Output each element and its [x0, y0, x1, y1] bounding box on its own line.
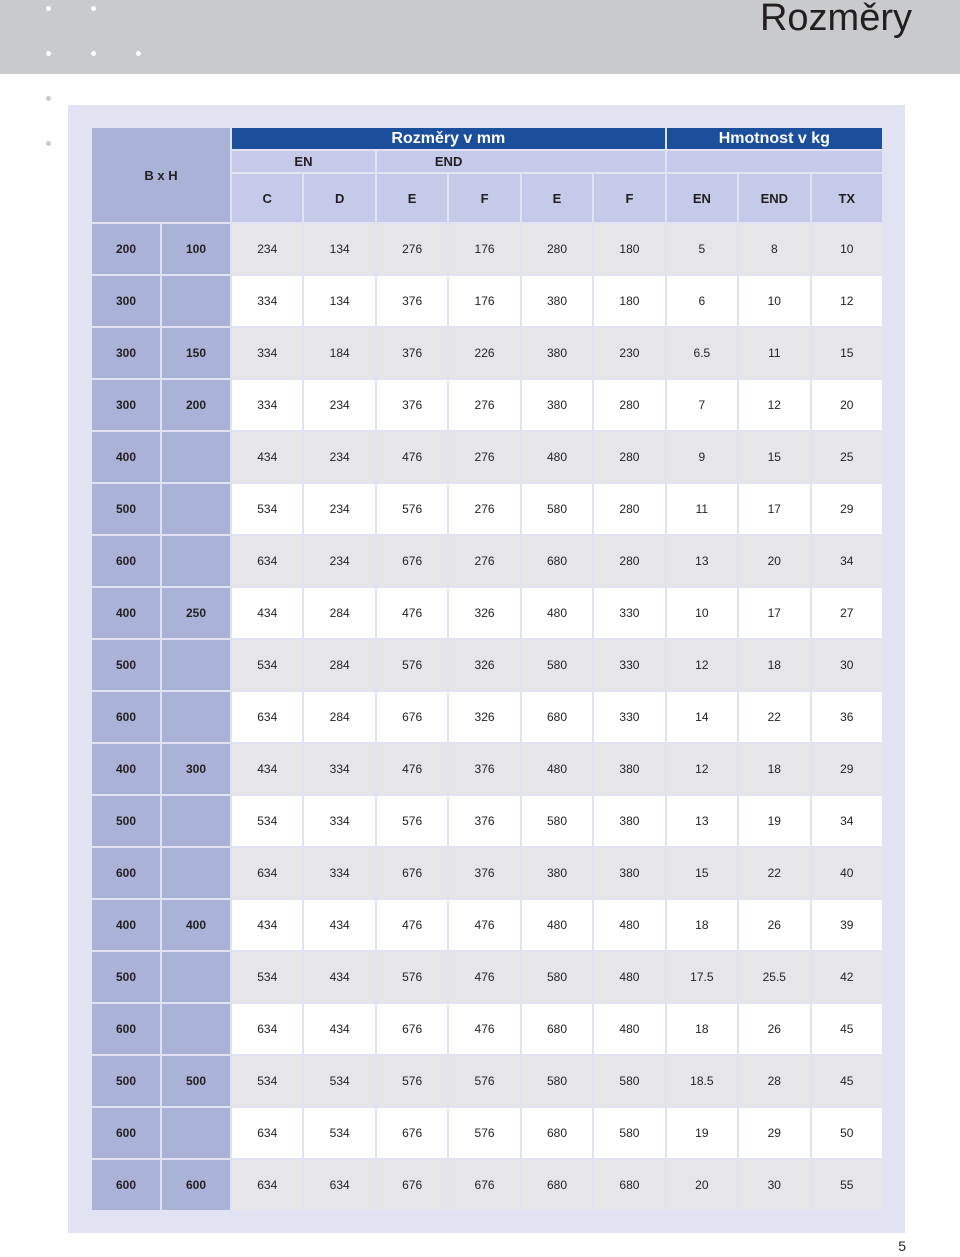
table-row	[92, 952, 882, 1002]
value-cell: 576	[377, 796, 447, 846]
value-cell: 334	[304, 744, 374, 794]
value-cell: 11	[739, 328, 809, 378]
value-cell: 534	[232, 484, 302, 534]
value-cell: 376	[377, 380, 447, 430]
width-b-cell: 600	[92, 692, 160, 742]
value-cell: 634	[232, 692, 302, 742]
value-cell: 576	[377, 640, 447, 690]
value-cell: 280	[522, 224, 592, 274]
value-cell: 480	[522, 432, 592, 482]
value-cell: 580	[522, 484, 592, 534]
table-row	[92, 640, 882, 690]
value-cell: 534	[304, 1108, 374, 1158]
height-h-cell	[162, 1004, 230, 1054]
height-h-cell	[162, 640, 230, 690]
table-row	[92, 796, 882, 846]
value-cell: 376	[449, 796, 519, 846]
value-cell: 580	[522, 640, 592, 690]
value-cell: 13	[667, 536, 737, 586]
value-cell: 580	[522, 1056, 592, 1106]
table-row	[92, 276, 882, 326]
height-h-cell	[162, 276, 230, 326]
value-cell: 434	[232, 744, 302, 794]
value-cell: 12	[739, 380, 809, 430]
value-cell: 376	[449, 848, 519, 898]
value-cell: 434	[304, 900, 374, 950]
value-cell: 7	[667, 380, 737, 430]
value-cell: 10	[812, 224, 882, 274]
value-cell: 634	[232, 1108, 302, 1158]
value-cell: 50	[812, 1108, 882, 1158]
height-h-cell	[162, 952, 230, 1002]
value-cell: 30	[812, 640, 882, 690]
width-b-cell: 300	[92, 380, 160, 430]
value-cell: 434	[232, 432, 302, 482]
value-cell: 576	[377, 1056, 447, 1106]
value-cell: 676	[377, 536, 447, 586]
value-cell: 380	[594, 796, 664, 846]
value-cell: 680	[522, 1108, 592, 1158]
column-header: TX	[812, 174, 882, 222]
value-cell: 580	[522, 796, 592, 846]
column-header: E	[377, 174, 447, 222]
value-cell: 476	[449, 900, 519, 950]
value-cell: 634	[232, 1004, 302, 1054]
value-cell: 45	[812, 1056, 882, 1106]
value-cell: 576	[449, 1108, 519, 1158]
table-row	[92, 432, 882, 482]
value-cell: 29	[812, 484, 882, 534]
value-cell: 434	[232, 900, 302, 950]
value-cell: 17.5	[667, 952, 737, 1002]
value-cell: 534	[232, 952, 302, 1002]
width-b-cell: 400	[92, 432, 160, 482]
height-h-cell: 600	[162, 1160, 230, 1210]
width-b-cell: 500	[92, 952, 160, 1002]
value-cell: 376	[377, 276, 447, 326]
value-cell: 22	[739, 692, 809, 742]
dimensions-table-wrapper	[92, 128, 882, 1212]
width-b-cell: 400	[92, 588, 160, 638]
value-cell: 42	[812, 952, 882, 1002]
value-cell: 20	[812, 380, 882, 430]
value-cell: 676	[377, 692, 447, 742]
value-cell: 184	[304, 328, 374, 378]
value-cell: 28	[739, 1056, 809, 1106]
value-cell: 30	[739, 1160, 809, 1210]
height-h-cell: 250	[162, 588, 230, 638]
value-cell: 576	[449, 1056, 519, 1106]
value-cell: 326	[449, 588, 519, 638]
value-cell: 476	[449, 1004, 519, 1054]
value-cell: 480	[522, 900, 592, 950]
value-cell: 25	[812, 432, 882, 482]
value-cell: 280	[594, 380, 664, 430]
value-cell: 29	[812, 744, 882, 794]
value-cell: 12	[667, 744, 737, 794]
value-cell: 276	[377, 224, 447, 274]
value-cell: 476	[449, 952, 519, 1002]
value-cell: 334	[232, 380, 302, 430]
width-b-cell: 600	[92, 848, 160, 898]
value-cell: 234	[304, 536, 374, 586]
value-cell: 676	[377, 1160, 447, 1210]
table-row	[92, 588, 882, 638]
value-cell: 634	[304, 1160, 374, 1210]
width-b-cell: 300	[92, 328, 160, 378]
value-cell: 6	[667, 276, 737, 326]
value-cell: 34	[812, 536, 882, 586]
value-cell: 280	[594, 432, 664, 482]
height-h-cell	[162, 848, 230, 898]
decor-dot	[91, 51, 96, 56]
height-h-cell: 150	[162, 328, 230, 378]
table-row	[92, 484, 882, 534]
value-cell: 480	[522, 744, 592, 794]
value-cell: 284	[304, 692, 374, 742]
value-cell: 334	[304, 848, 374, 898]
value-cell: 5	[667, 224, 737, 274]
value-cell: 15	[667, 848, 737, 898]
value-cell: 19	[739, 796, 809, 846]
table-row	[92, 1004, 882, 1054]
value-cell: 330	[594, 692, 664, 742]
value-cell: 14	[667, 692, 737, 742]
value-cell: 176	[449, 276, 519, 326]
value-cell: 29	[739, 1108, 809, 1158]
value-cell: 676	[449, 1160, 519, 1210]
value-cell: 134	[304, 224, 374, 274]
value-cell: 25.5	[739, 952, 809, 1002]
value-cell: 676	[377, 1108, 447, 1158]
value-cell: 280	[594, 536, 664, 586]
value-cell: 634	[232, 848, 302, 898]
value-cell: 380	[594, 744, 664, 794]
value-cell: 13	[667, 796, 737, 846]
table-row	[92, 224, 882, 274]
value-cell: 134	[304, 276, 374, 326]
value-cell: 17	[739, 588, 809, 638]
value-cell: 534	[304, 1056, 374, 1106]
width-b-cell: 400	[92, 900, 160, 950]
decor-dot	[136, 51, 141, 56]
value-cell: 22	[739, 848, 809, 898]
column-header: E	[522, 174, 592, 222]
value-cell: 234	[304, 484, 374, 534]
value-cell: 434	[304, 952, 374, 1002]
value-cell: 676	[377, 1004, 447, 1054]
value-cell: 18.5	[667, 1056, 737, 1106]
value-cell: 334	[232, 328, 302, 378]
value-cell: 326	[449, 692, 519, 742]
column-header: F	[449, 174, 519, 222]
value-cell: 10	[739, 276, 809, 326]
value-cell: 15	[812, 328, 882, 378]
value-cell: 40	[812, 848, 882, 898]
value-cell: 17	[739, 484, 809, 534]
value-cell: 434	[304, 1004, 374, 1054]
header-en: EN	[232, 151, 375, 172]
table-row	[92, 692, 882, 742]
width-b-cell: 600	[92, 1108, 160, 1158]
height-h-cell: 100	[162, 224, 230, 274]
value-cell: 180	[594, 224, 664, 274]
width-b-cell: 500	[92, 640, 160, 690]
column-header: F	[594, 174, 664, 222]
value-cell: 634	[232, 536, 302, 586]
value-cell: 176	[449, 224, 519, 274]
value-cell: 27	[812, 588, 882, 638]
value-cell: 55	[812, 1160, 882, 1210]
decor-dot	[46, 6, 51, 11]
column-header: EN	[667, 174, 737, 222]
width-b-cell: 400	[92, 744, 160, 794]
value-cell: 284	[304, 588, 374, 638]
width-b-cell: 200	[92, 224, 160, 274]
header-dimensions-mm: Rozměry v mm	[232, 128, 665, 149]
value-cell: 8	[739, 224, 809, 274]
value-cell: 480	[522, 588, 592, 638]
value-cell: 18	[667, 900, 737, 950]
value-cell: 476	[377, 900, 447, 950]
column-header: C	[232, 174, 302, 222]
header-end: END	[377, 151, 665, 172]
value-cell: 480	[594, 952, 664, 1002]
width-b-cell: 500	[92, 484, 160, 534]
value-cell: 180	[594, 276, 664, 326]
height-h-cell: 300	[162, 744, 230, 794]
value-cell: 276	[449, 484, 519, 534]
value-cell: 39	[812, 900, 882, 950]
table-row	[92, 848, 882, 898]
value-cell: 326	[449, 640, 519, 690]
value-cell: 480	[594, 900, 664, 950]
value-cell: 476	[377, 744, 447, 794]
value-cell: 234	[232, 224, 302, 274]
table-row	[92, 744, 882, 794]
column-header: END	[739, 174, 809, 222]
value-cell: 476	[377, 588, 447, 638]
column-header: D	[304, 174, 374, 222]
value-cell: 380	[522, 276, 592, 326]
value-cell: 330	[594, 640, 664, 690]
value-cell: 680	[522, 1160, 592, 1210]
value-cell: 376	[449, 744, 519, 794]
value-cell: 276	[449, 536, 519, 586]
height-h-cell: 200	[162, 380, 230, 430]
width-b-cell: 500	[92, 796, 160, 846]
value-cell: 580	[594, 1108, 664, 1158]
height-h-cell: 500	[162, 1056, 230, 1106]
value-cell: 480	[594, 1004, 664, 1054]
value-cell: 534	[232, 640, 302, 690]
value-cell: 36	[812, 692, 882, 742]
value-cell: 26	[739, 900, 809, 950]
value-cell: 376	[377, 328, 447, 378]
width-b-cell: 600	[92, 1160, 160, 1210]
table-row	[92, 900, 882, 950]
height-h-cell	[162, 796, 230, 846]
value-cell: 334	[232, 276, 302, 326]
value-cell: 45	[812, 1004, 882, 1054]
value-cell: 10	[667, 588, 737, 638]
decor-dot	[46, 141, 51, 146]
decor-dot	[46, 96, 51, 101]
header-weight-blank	[667, 151, 882, 172]
height-h-cell	[162, 484, 230, 534]
table-row	[92, 380, 882, 430]
value-cell: 11	[667, 484, 737, 534]
width-b-cell: 600	[92, 1004, 160, 1054]
height-h-cell	[162, 536, 230, 586]
page-number: 5	[898, 1238, 906, 1254]
decor-dot	[46, 51, 51, 56]
width-b-cell: 300	[92, 276, 160, 326]
value-cell: 234	[304, 432, 374, 482]
table-row	[92, 1160, 882, 1210]
height-h-cell: 400	[162, 900, 230, 950]
value-cell: 634	[232, 1160, 302, 1210]
value-cell: 26	[739, 1004, 809, 1054]
value-cell: 380	[522, 380, 592, 430]
width-b-cell: 600	[92, 536, 160, 586]
bxh-header: B x H	[92, 128, 230, 222]
table-row	[92, 1056, 882, 1106]
height-h-cell	[162, 692, 230, 742]
table-row	[92, 1108, 882, 1158]
value-cell: 380	[594, 848, 664, 898]
value-cell: 580	[522, 952, 592, 1002]
table-row	[92, 328, 882, 378]
value-cell: 34	[812, 796, 882, 846]
value-cell: 234	[304, 380, 374, 430]
value-cell: 284	[304, 640, 374, 690]
value-cell: 434	[232, 588, 302, 638]
value-cell: 230	[594, 328, 664, 378]
height-h-cell	[162, 1108, 230, 1158]
value-cell: 680	[522, 536, 592, 586]
value-cell: 280	[594, 484, 664, 534]
header-weight-kg: Hmotnost v kg	[667, 128, 882, 149]
value-cell: 12	[812, 276, 882, 326]
value-cell: 15	[739, 432, 809, 482]
value-cell: 20	[667, 1160, 737, 1210]
height-h-cell	[162, 432, 230, 482]
value-cell: 276	[449, 380, 519, 430]
value-cell: 20	[739, 536, 809, 586]
value-cell: 680	[522, 692, 592, 742]
value-cell: 534	[232, 796, 302, 846]
value-cell: 380	[522, 328, 592, 378]
value-cell: 580	[594, 1056, 664, 1106]
value-cell: 18	[739, 640, 809, 690]
value-cell: 330	[594, 588, 664, 638]
value-cell: 9	[667, 432, 737, 482]
value-cell: 680	[594, 1160, 664, 1210]
value-cell: 680	[522, 1004, 592, 1054]
value-cell: 276	[449, 432, 519, 482]
dimensions-table	[90, 126, 884, 1212]
value-cell: 18	[739, 744, 809, 794]
table-row	[92, 536, 882, 586]
value-cell: 334	[304, 796, 374, 846]
value-cell: 19	[667, 1108, 737, 1158]
value-cell: 676	[377, 848, 447, 898]
decor-dot	[91, 6, 96, 11]
width-b-cell: 500	[92, 1056, 160, 1106]
value-cell: 226	[449, 328, 519, 378]
value-cell: 18	[667, 1004, 737, 1054]
value-cell: 534	[232, 1056, 302, 1106]
value-cell: 576	[377, 484, 447, 534]
value-cell: 476	[377, 432, 447, 482]
value-cell: 576	[377, 952, 447, 1002]
value-cell: 12	[667, 640, 737, 690]
value-cell: 380	[522, 848, 592, 898]
page-title: Rozměry	[759, 0, 912, 39]
value-cell: 6.5	[667, 328, 737, 378]
